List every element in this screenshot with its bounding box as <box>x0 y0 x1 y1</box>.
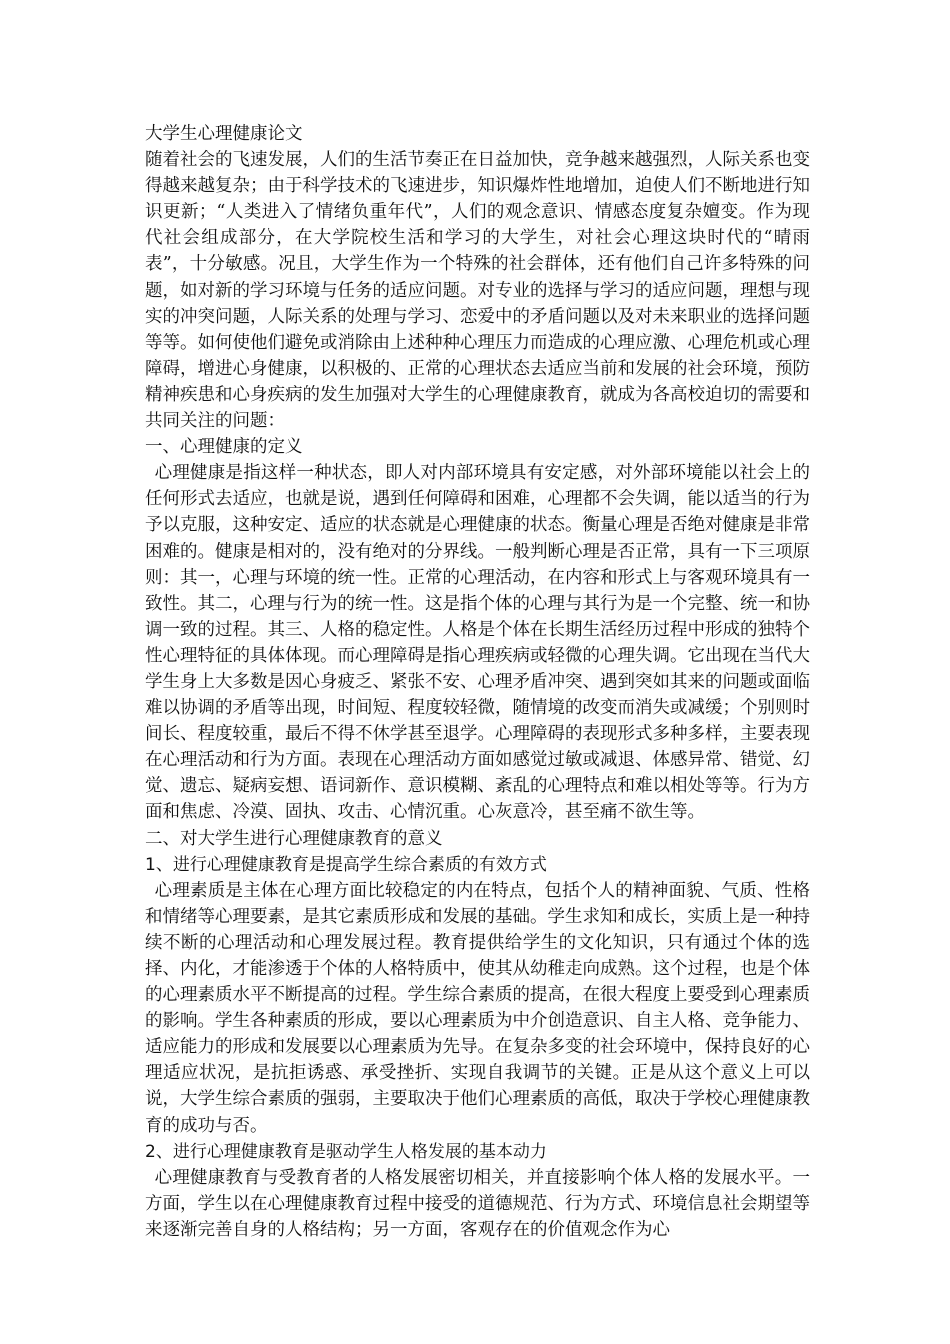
section-heading-significance: 二、对大学生进行心理健康教育的意义 <box>145 828 443 849</box>
subsection-paragraph-1: 心理素质是主体在心理方面比较稳定的内在特点，包括个人的精神面貌、气质、性格和情绪等心理要素，是其它素质形成和发展的基础。学生求知和成长，实质上是一种持续不断的心理活动和心理发展过程。教育提供给学生的文化知识，只有通过个体的选择、内化，才能渗透于个体的人格特质中，使其从幼稚走向成熟。这个过程，也是个体的心理素质水平不断提高的过程。学生综合素质的提高，在很大程度上要受到心理素质的影响。学生各种素质的形成，要以心理素质为中介创造意识、自主人格、竞争能力、适应能力的形成和发展要以心理素质为先导。在复杂多变的社会环境中，保持良好的心理适应状况，是抗拒诱惑、承受挫折、实现自我调节的关键。正是从这个意义上可以说，大学生综合素质的强弱，主要取决于他们心理素质的高低，取决于学校心理健康教育的成功与否。 <box>145 880 810 1136</box>
subsection-heading-1: 1、进行心理健康教育是提高学生综合素质的有效方式 <box>145 854 547 875</box>
section-heading-definition: 一、心理健康的定义 <box>145 437 303 458</box>
document-page <box>145 121 810 1243</box>
document-title: 大学生心理健康论文 <box>145 124 303 144</box>
intro-paragraph: 随着社会的飞速发展，人们的生活节奏正在日益加快，竞争越来越强烈，人际关系也变得越来越复杂；由于科学技术的飞速进步，知识爆炸性地增加，迫使人们不断地进行知识更新；“人类进入了情绪负重年代”，人们的观念意识、情感态度复杂嬗变。作为现代社会组成部分，在大学院校生活和学习的大学生，对社会心理这块时代的“晴雨表”，十分敏感。况且，大学生作为一个特殊的社会群体，还有他们自己许多特殊的问题，如对新的学习环境与任务的适应问题。对专业的选择与学习的适应问题，理想与现实的冲突问题，人际关系的处理与学习、恋爱中的矛盾问题以及对未来职业的选择问题等等。如何使他们避免或消除由上述种种心理压力而造成的心理应激、心理危机或心理障碍，增进心身健康，以积极的、正常的心理状态去适应当前和发展的社会环境，预防精神疾患和心身疾病的发生加强对大学生的心理健康教育，就成为各高校迫切的需要和共同关注的问题： <box>145 150 810 432</box>
subsection-heading-2: 2、进行心理健康教育是驱动学生人格发展的基本动力 <box>145 1141 547 1162</box>
definition-paragraph: 心理健康是指这样一种状态，即人对内部环境具有安定感，对外部环境能以社会上的任何形式去适应，也就是说，遇到任何障碍和困难，心理都不会失调，能以适当的行为予以克服，这种安定、适应的状态就是心理健康的状态。衡量心理是否绝对健康是非常困难的。健康是相对的，没有绝对的分界线。一般判断心理是否正常，具有一下三项原则：其一，心理与环境的统一性。正常的心理活动，在内容和形式上与客观环境具有一致性。其二，心理与行为的统一性。这是指个体的心理与其行为是一个完整、统一和协调一致的过程。其三、人格的稳定性。人格是个体在长期生活经历过程中形成的独特个性心理特征的具体体现。而心理障碍是指心理疾病或轻微的心理失调。它出现在当代大学生身上大多数是因心身疲乏、紧张不安、心理矛盾冲突、遇到突如其来的问题或面临难以协调的矛盾等出现，时间短、程度较轻微，随情境的改变而消失或减缓；个别则时间长、程度较重，最后不得不休学甚至退学。心理障碍的表现形式多种多样，主要表现在心理活动和行为方面。表现在心理活动方面如感觉过敏或减退、体感异常、错觉、幻觉、遗忘、疑病妄想、语词新作、意识模糊、紊乱的心理特点和难以相处等等。行为方面和焦虑、冷漠、固执、攻击、心情沉重。心灰意冷，甚至痛不欲生等。 <box>145 463 810 823</box>
subsection-paragraph-2: 心理健康教育与受教育者的人格发展密切相关，并直接影响个体人格的发展水平。一方面，学生以在心理健康教育过程中接受的道德规范、行为方式、环境信息社会期望等来逐渐完善自身的人格结构；另一方面，客观存在的价值观念作为心 <box>145 1167 810 1240</box>
